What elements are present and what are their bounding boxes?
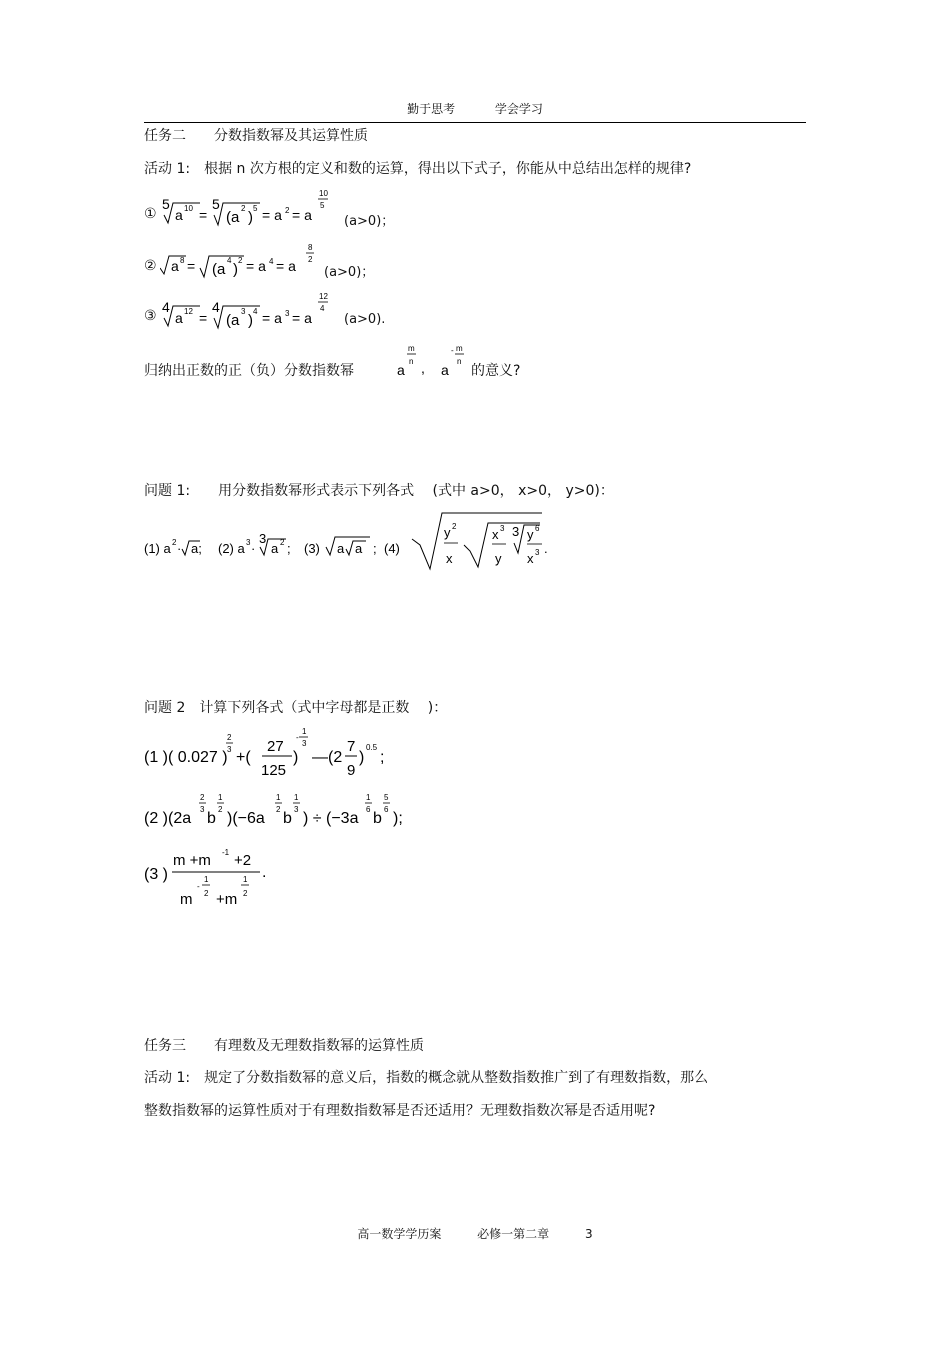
svg-text:2: 2 [172, 538, 177, 547]
svg-text:3: 3 [302, 739, 307, 748]
svg-text:;: ; [373, 541, 377, 556]
svg-text:)(−6a: )(−6a [227, 810, 265, 827]
svg-text:7: 7 [347, 738, 356, 755]
svg-text:.: . [262, 864, 267, 881]
svg-text:12: 12 [319, 292, 328, 301]
svg-text:2: 2 [308, 255, 313, 264]
eq3-formula [160, 288, 360, 338]
svg-text:—(2: —(2 [312, 749, 343, 766]
eq1-condition: (a>0)； [344, 214, 395, 229]
svg-text:y: y [527, 527, 534, 542]
svg-text:5: 5 [384, 793, 389, 802]
page-footer [0, 1225, 950, 1242]
svg-text:x: x [446, 551, 453, 566]
svg-text:b: b [207, 810, 216, 827]
svg-text:) ÷ (−3a: ) ÷ (−3a [303, 810, 359, 827]
header-left: 勤于思考 [407, 102, 456, 116]
footer-course: 高一数学学历案 [357, 1227, 442, 1241]
svg-text:a: a [175, 310, 183, 326]
svg-text:2: 2 [218, 805, 223, 814]
svg-text:(3 ): (3 ) [144, 866, 168, 883]
svg-text:1: 1 [204, 875, 209, 884]
task3-line2: 整数指数幂的运算性质对于有理数指数幂是否还适用？无理数指数次幂是否适用呢? [144, 1103, 656, 1119]
footer-chapter: 必修一第二章 [477, 1227, 550, 1241]
svg-text:4: 4 [162, 299, 170, 315]
svg-text:=: = [187, 258, 196, 274]
svg-text:): ) [359, 749, 365, 766]
svg-text:10: 10 [184, 204, 193, 213]
q2-expression-2 [140, 788, 440, 833]
svg-text:5: 5 [253, 204, 258, 213]
svg-text:+2: +2 [234, 852, 252, 869]
svg-text:6: 6 [384, 805, 389, 814]
svg-text:3: 3 [200, 805, 205, 814]
eq2-condition: (a>0)； [324, 265, 375, 280]
svg-text:1: 1 [366, 793, 371, 802]
svg-text:y: y [495, 551, 502, 566]
svg-text:(1 )( 0.027 ): (1 )( 0.027 ) [144, 749, 228, 766]
svg-text:1: 1 [294, 793, 299, 802]
eq3-marker: ③ [144, 308, 157, 324]
q2-expression-3 [140, 840, 340, 912]
header-right: 学会学习 [494, 102, 543, 116]
svg-text:m: m [408, 344, 415, 353]
svg-text:6: 6 [535, 524, 540, 533]
svg-text:(2) a: (2) a [218, 541, 245, 556]
svg-text:·: · [177, 541, 182, 556]
svg-text:12: 12 [184, 307, 193, 316]
svg-text:a: a [355, 541, 363, 556]
svg-text:27: 27 [267, 738, 284, 755]
svg-text:;: ; [380, 749, 385, 766]
eq1-formula [160, 185, 360, 235]
svg-text:2: 2 [243, 889, 248, 898]
svg-text:5: 5 [320, 201, 325, 210]
svg-text:): ) [233, 261, 238, 278]
svg-text:0.5: 0.5 [366, 743, 378, 752]
svg-text:1: 1 [218, 793, 223, 802]
page-number: 3 [585, 1227, 593, 1241]
svg-text:-1: -1 [222, 848, 230, 857]
svg-text:4: 4 [253, 307, 258, 316]
svg-text:m: m [456, 344, 463, 353]
svg-text:a;: a; [191, 541, 202, 556]
svg-text:2: 2 [241, 204, 246, 213]
svg-text:a: a [441, 362, 449, 378]
svg-text:= a: = a [292, 310, 312, 326]
q2-expression-1 [140, 725, 440, 785]
svg-text:2: 2 [200, 793, 205, 802]
svg-text:3: 3 [227, 745, 232, 754]
svg-text:(a: (a [212, 261, 226, 278]
svg-text:3: 3 [241, 307, 246, 316]
svg-text:2: 2 [276, 805, 281, 814]
svg-text:-: - [451, 346, 454, 355]
equation-2 [140, 238, 440, 288]
svg-text:= a: = a [292, 207, 312, 223]
svg-text:1: 1 [302, 727, 307, 736]
svg-text:y: y [444, 525, 451, 540]
task2-title: 任务二 分数指数幂及其运算性质 [144, 128, 368, 144]
svg-text:125: 125 [261, 762, 287, 779]
task3-title: 任务三 有理数及无理数指数幂的运算性质 [144, 1038, 424, 1054]
svg-text:;: ; [287, 541, 291, 556]
svg-text:+(: +( [236, 749, 251, 766]
svg-text:): ) [248, 312, 253, 329]
svg-text:a: a [171, 258, 179, 274]
svg-text:6: 6 [366, 805, 371, 814]
svg-text:·: · [251, 541, 256, 556]
svg-text:(1) a: (1) a [144, 541, 171, 556]
eq1-marker: ① [144, 206, 157, 222]
svg-text:3: 3 [285, 309, 290, 318]
svg-text:2: 2 [280, 538, 285, 547]
svg-text:2: 2 [238, 256, 243, 265]
svg-text:-: - [296, 733, 299, 742]
svg-text:b: b [283, 810, 292, 827]
svg-text:a: a [337, 541, 345, 556]
svg-text:a: a [175, 207, 183, 223]
svg-text:5: 5 [162, 196, 170, 212]
svg-text:4: 4 [269, 257, 274, 266]
svg-text:8: 8 [180, 256, 185, 265]
svg-text:): ) [248, 209, 253, 226]
svg-text:= a: = a [276, 258, 296, 274]
svg-text:3: 3 [535, 548, 540, 557]
svg-text:2: 2 [285, 206, 290, 215]
svg-text:(3): (3) [304, 541, 320, 556]
svg-text:1: 1 [243, 875, 248, 884]
svg-text:9: 9 [347, 762, 356, 779]
q1-title: 问题 1: 用分数指数幂形式表示下列各式 (式中 a>0， x>0， y>0)： [144, 483, 614, 499]
eq2-marker: ② [144, 258, 157, 274]
svg-text:n: n [457, 357, 462, 366]
svg-text:a: a [271, 541, 279, 556]
svg-text:3: 3 [259, 531, 267, 546]
svg-text:): ) [293, 749, 299, 766]
svg-text:3: 3 [512, 524, 520, 539]
svg-text:2: 2 [227, 733, 232, 742]
induce-suffix: 的意义? [471, 363, 521, 379]
svg-text:b: b [373, 810, 382, 827]
q2-title: 问题 2 计算下列各式（式中字母都是正数 )： [144, 700, 448, 716]
svg-text:= a: = a [262, 207, 282, 223]
q1-expressions [140, 505, 570, 575]
svg-text:,: , [421, 360, 425, 376]
svg-text:+m: +m [216, 891, 238, 908]
svg-text:3: 3 [246, 538, 251, 547]
svg-text:m +m: m +m [173, 852, 211, 869]
svg-text:.: . [544, 541, 548, 556]
svg-text:4: 4 [320, 304, 325, 313]
svg-text:= a: = a [262, 310, 282, 326]
svg-text:);: ); [393, 810, 403, 827]
svg-text:x: x [527, 551, 534, 566]
svg-text:=: = [199, 207, 208, 223]
svg-text:m: m [180, 891, 193, 908]
svg-text:x: x [492, 527, 499, 542]
eq3-condition: (a>0). [344, 312, 386, 327]
svg-text:5: 5 [212, 196, 220, 212]
svg-text:(a: (a [226, 209, 240, 226]
svg-text:4: 4 [227, 256, 232, 265]
svg-text:(2 )(2a: (2 )(2a [144, 810, 192, 827]
svg-text:(4): (4) [384, 541, 400, 556]
task3-line1: 活动 1: 规定了分数指数幂的意义后，指数的概念就从整数指数推广到了有理数指数，那么 [144, 1070, 709, 1086]
svg-text:8: 8 [308, 243, 313, 252]
svg-text:1: 1 [276, 793, 281, 802]
svg-text:a: a [397, 362, 405, 378]
svg-text:2: 2 [204, 889, 209, 898]
svg-text:(a: (a [226, 312, 240, 329]
svg-text:10: 10 [319, 189, 328, 198]
svg-text:n: n [409, 357, 414, 366]
svg-text:3: 3 [294, 805, 299, 814]
equation-3 [140, 288, 440, 338]
svg-text:2: 2 [452, 522, 457, 531]
page-header [0, 100, 950, 117]
svg-text:-: - [197, 882, 200, 891]
fraction-power-formulas [395, 340, 475, 380]
svg-text:=: = [199, 310, 208, 326]
header-rule [144, 122, 806, 123]
svg-text:3: 3 [500, 524, 505, 533]
svg-text:4: 4 [212, 299, 220, 315]
task2-activity1: 活动 1: 根据 n 次方根的定义和数的运算，得出以下式子，你能从中总结出怎样的规律? [144, 161, 692, 177]
equation-1 [140, 185, 440, 235]
induce-prefix: 归纳出正数的正（负）分数指数幂 [144, 363, 354, 379]
svg-text:= a: = a [246, 258, 266, 274]
